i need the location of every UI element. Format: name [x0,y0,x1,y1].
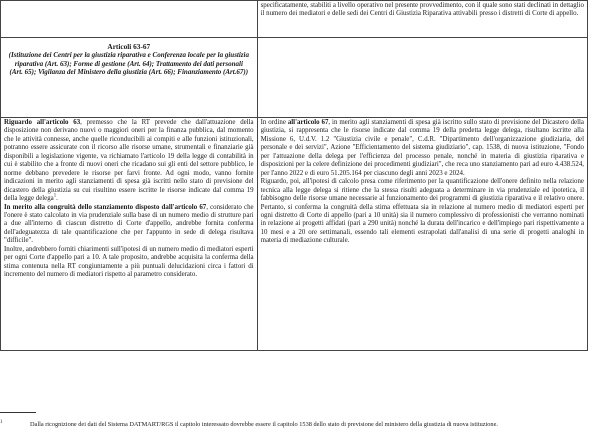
right-content-cell [257,118,587,351]
left-p2-body: , considerato che l'onere è stato calcolato in via prudenziale sulla base di un numero medio di strutture pari a due all'interno di ciascun distretto di Corte d'appello, andrebbe fornita conferma dell'adeguatezza di tale quantificazione che per l'appunto in sede di delega risultava "difficile". [4,203,254,245]
empty-cell [1,1,258,38]
section-title: Articoli 63-67 [107,42,151,51]
left-paragraph-1 [4,119,254,204]
left-p1-lead: Riguardo all'articolo 63 [4,119,81,126]
left-p1-body: , premesso che la RT prevede che dall'attuazione della disposizione non derivano nuovi o maggiori oneri per la finanza pubblica, dal momento che le attività connesse, anche quelle riconducibili ai compiti e alle funzioni istituzionali, potranno essere assicurate con il ricorso alle risorse umane, strumentali e finanziarie già disponibili a legislazione vigente, va richiamato l'articolo 19 della legge di contabilità in cui è stabilito che a fronte di nuovi oneri che ricadano sui gli enti del settore pubblico, le norme debbano prevedere le risorse per farvi fronte. Ad ogni modo, vanno fornite indicazioni in merito agli stanziamenti di spesa già iscritti nello stato di previsione del dicastero della giustizia su cui risultino essere iscritte le risorse indicate dal comma 19 della legge delega [4,119,254,203]
right-p1-body: , in merito agli stanziamenti di spesa già iscritto sullo stato di previsione del Dicastero della giustizia, si rappresenta che le risorse indicate dal comma 19 della predetta legge delega, risultano iscritte alla Missione 6, U.d.V. 1.2 "Giustizia civile e penale", C.d.R. "Dipartimento dell'organizzazione giudiziaria, del personale e dei servizi", Azione "Efficientamento del sistema giudiziario", cap. 1538, di nuova istituzione, "Fondo per l'attuazione della delega per l'efficienza del processo penale, nonché in materia di giustizia riparativa e disposizioni per la celere definizione dei procedimenti giudiziari", che reca uno stanziamento pari ad euro 4.438.524, per l'anno 2022 e di euro 51.205.164 per ciascuno degli anni 2023 e 2024. [260,119,584,177]
right-p1-a: In ordine [260,119,288,126]
left-p1-end: . [56,195,58,203]
right-p1-lead: all'articolo 67 [287,119,329,126]
empty-header-cell [257,38,587,118]
left-content-cell [1,118,258,351]
right-paragraph-2: Riguardo, poi, all'ipotesi di calcolo presa come riferimento per la quantificazione dell'onere definito nella relazione tecnica alla legge delega si ritiene che la stessa risulti adeguata a determinare in via prudenziale ed ipotetica, il fabbisogno delle risorse umane necessarie al funzionamento dei programmi di giustizia riparativa e il relativo onere. Pertanto, si conferma la congruità della stima effettuata sia in relazione al numero medio di mediatori esperti per ogni distretto di Corte di appello (pari a 10 unità) sia il numero complessivo di professionisti che verranno nominati in relazione ai progetti affidati (pari a 290 unità) nonché la durata dell'incarico e dell'impiego pari rispettivamente a 10 mesi e a 20 ore settimanali, essendo tali elementi estrapolati dall'analisi di una serie di progetti analoghi in materia di mediazione culturale. [260,178,584,245]
table-row-header [1,38,588,118]
footnote-text: Dalla ricognizione dei dati del Sistema DATMART/RGS il capitolo interessato dovrebbe essere il capitolo 1538 dello stato di previsione del ministero della giustizia di nuova istituzione. [30,421,498,429]
table-row-continuation [1,1,588,38]
footnote-number: 1 [0,420,3,425]
footnote-ref: 1 [53,193,57,199]
table-row-content [1,118,588,351]
continuation-cell [257,1,587,38]
footnote [0,419,600,429]
left-paragraph-3: Inoltre, andrebbero forniti chiarimenti sull'ipotesi di un numero medio di mediatori esperti per ogni Corte d'appello pari a 10. A tale proposito, andrebbe acquisita la conferma della stima contenuta nella RT congiuntamente a più puntuali delucidazioni circa i fattori di incremento del numero di mediatori rispetto al parametro considerato. [4,245,254,279]
footnote-divider [0,412,36,413]
section-subtitle: (Istituzione dei Centri per la giustizia riparativa e Conferenza locale per la giustizia riparativa (Art. 63); Forme di gestione (Art. 64); Trattamento dei dati personali (Art. 65); Vigilanza del Ministero della giustizia (Art. 66); Finanziamento (Art.67)) [8,51,249,77]
continuation-text: specificatamente, stabiliti a livello operativo nel presente provvedimento, con il quale sono stati declinati in dettaglio il numero dei mediatori e delle sedi dei Centri di Giustizia Riparativa attivabili presso i distretti di Corte di appello. [260,2,584,18]
right-paragraph-1 [261,119,584,178]
left-p2-lead: In merito alla congruità dello stanziamento disposto dall'articolo 67 [4,203,207,211]
left-paragraph-2 [4,204,254,246]
section-header-cell [1,38,258,118]
